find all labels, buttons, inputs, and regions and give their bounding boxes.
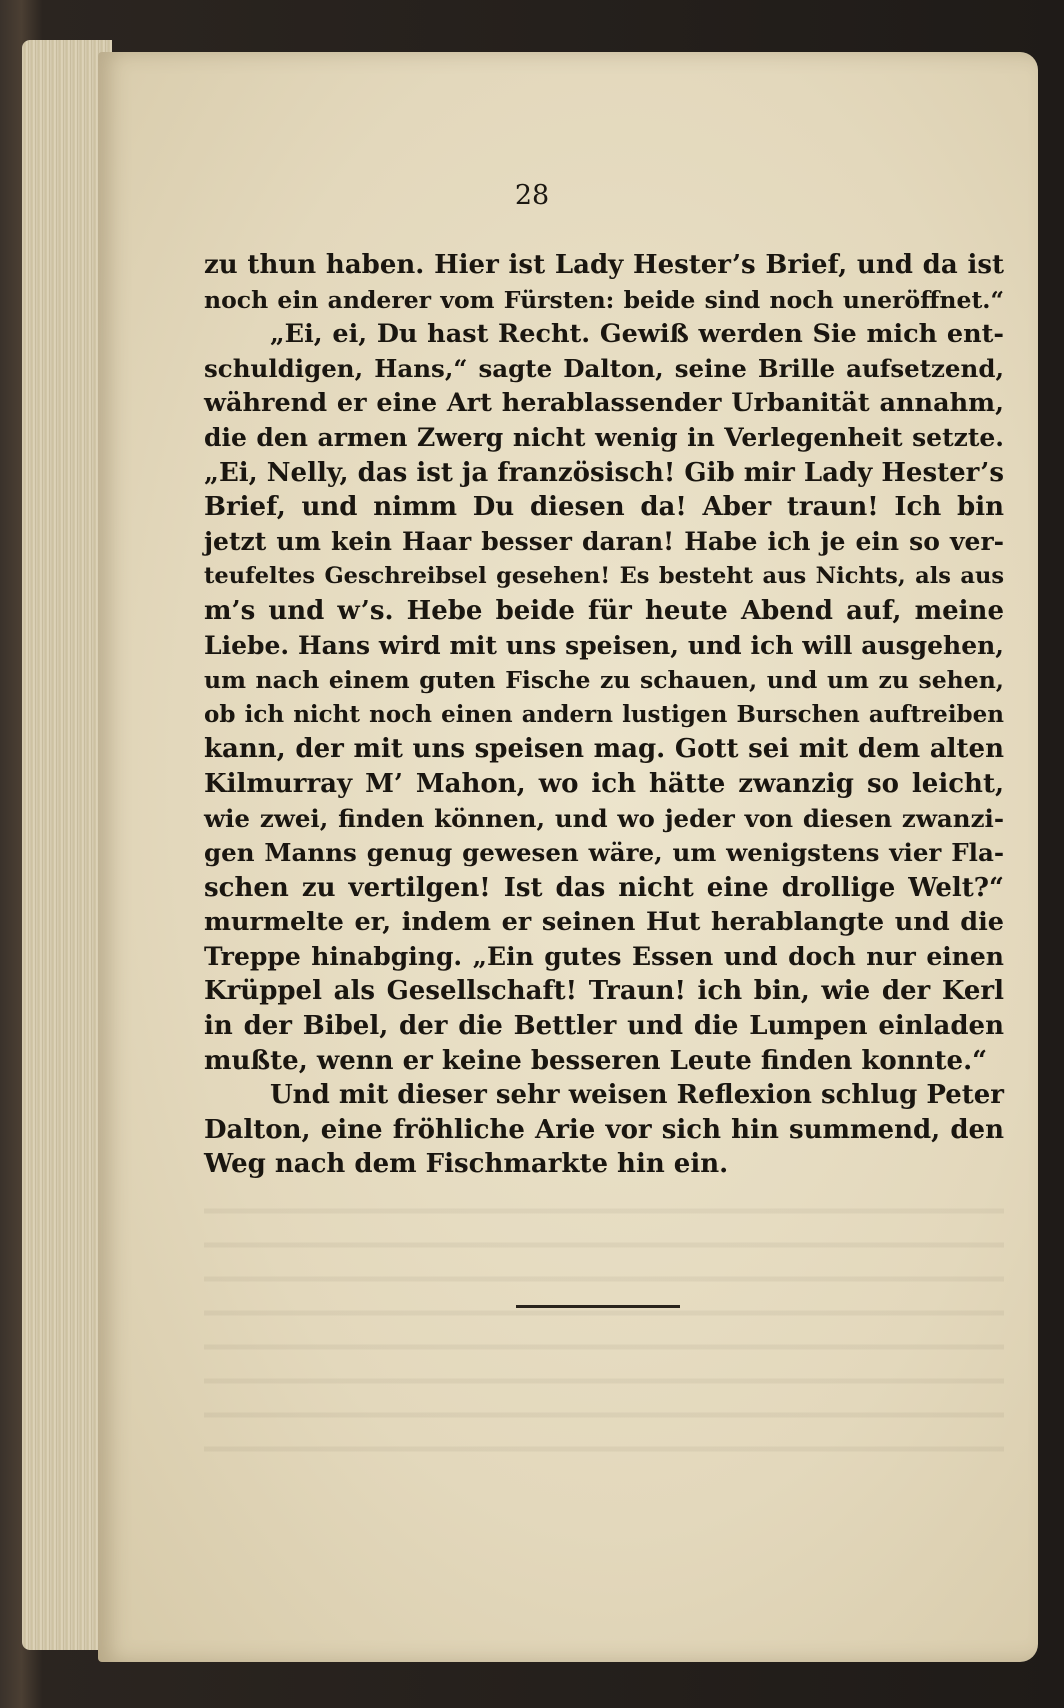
page-number: 28 <box>514 180 550 211</box>
text-line: jetzt um kein Haar besser daran! Habe ich je ein so ver- <box>204 526 1004 556</box>
text-line: um nach einem guten Fische zu schauen, und um zu sehen, <box>204 666 1004 695</box>
text-line: wie zwei, finden können, und wo jeder von diesen zwanzi- <box>204 803 1004 833</box>
text-line: Treppe hinabging. „Ein gutes Essen und doch nur einen <box>204 941 1004 971</box>
show-through-text <box>204 1190 1004 1470</box>
text-line: teufeltes Geschreibsel gesehen! Es besteht aus Nichts, als aus <box>204 563 1004 590</box>
text-line: ob ich nicht noch einen andern lustigen Burschen auftreiben <box>204 700 1004 728</box>
text-line: die den armen Zwerg nicht wenig in Verlegenheit setzte. <box>204 422 1004 452</box>
text-line: murmelte er, indem er seinen Hut herablangte und die <box>204 907 1004 938</box>
text-line: Und mit dieser sehr weisen Reflexion schlug Peter <box>270 1080 1004 1111</box>
text-line: Krüppel als Gesellschaft! Traun! ich bin, wie der Kerl <box>204 976 1004 1007</box>
text-line: noch ein anderer vom Fürsten: beide sind noch uneröffnet.“ <box>204 285 1004 314</box>
text-line: Brief, und nimm Du diesen da! Aber traun! Ich bin <box>204 492 1004 523</box>
text-line: Liebe. Hans wird mit uns speisen, und ich will ausgehen, <box>204 630 1004 660</box>
text-line: in der Bibel, der die Bettler und die Lumpen einladen <box>204 1011 1004 1042</box>
text-line: mußte, wenn er keine besseren Leute finden konnte.“ <box>204 1045 988 1076</box>
section-divider <box>516 1305 680 1308</box>
text-line: Dalton, eine fröhliche Arie vor sich hin summend, den <box>204 1114 1004 1145</box>
text-line: zu thun haben. Hier ist Lady Hester’s Brief, und da ist <box>204 250 1004 280</box>
text-line: Kilmurray M’ Mahon, wo ich hätte zwanzig so leicht, <box>204 768 1004 799</box>
text-line: während er eine Art herablassender Urbanität annahm, <box>204 388 1004 419</box>
text-line: kann, der mit uns speisen mag. Gott sei mit dem alten <box>204 734 1004 765</box>
body-text <box>204 248 1004 1182</box>
text-line: „Ei, Nelly, das ist ja französisch! Gib mir Lady Hester’s <box>204 457 1004 488</box>
text-line: schen zu vertilgen! Ist das nicht eine drollige Welt?“ <box>204 872 1004 903</box>
text-line: gen Manns genug gewesen wäre, um wenigstens vier Fla- <box>204 838 1004 868</box>
text-line: m’s und w’s. Hebe beide für heute Abend auf, meine <box>204 595 1004 626</box>
text-line: „Ei, ei, Du hast Recht. Gewiß werden Sie mich ent- <box>270 319 1004 350</box>
text-line: schuldigen, Hans,“ sagte Dalton, seine Brille aufsetzend, <box>204 353 1004 383</box>
text-line: Weg nach dem Fischmarkte hin ein. <box>204 1149 729 1180</box>
